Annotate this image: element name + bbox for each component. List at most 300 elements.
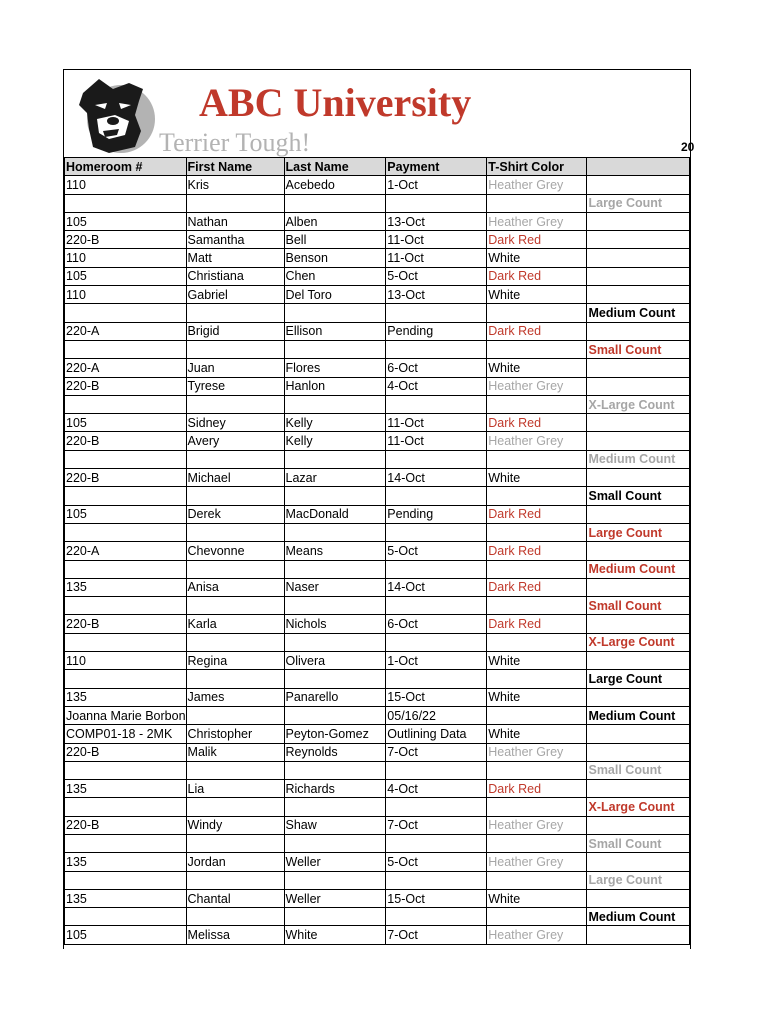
payment-cell[interactable]: 6-Oct xyxy=(386,359,487,377)
payment-cell[interactable] xyxy=(386,908,487,926)
payment-cell[interactable]: 5-Oct xyxy=(386,853,487,871)
tshirt-color-cell[interactable] xyxy=(487,834,587,852)
homeroom-cell[interactable] xyxy=(65,194,187,212)
homeroom-cell[interactable] xyxy=(65,560,187,578)
last-name-cell[interactable] xyxy=(284,706,386,724)
payment-cell[interactable]: Outlining Data xyxy=(386,725,487,743)
last-name-cell[interactable]: Ellison xyxy=(284,322,386,340)
tshirt-color-cell[interactable]: White xyxy=(487,469,587,487)
first-name-cell[interactable] xyxy=(186,560,284,578)
last-name-cell[interactable] xyxy=(284,194,386,212)
first-name-cell[interactable] xyxy=(186,340,284,358)
count-cell[interactable]: Medium Count xyxy=(587,304,690,322)
payment-cell[interactable] xyxy=(386,798,487,816)
table-row xyxy=(65,231,690,249)
roster-table xyxy=(64,157,690,945)
first-name-cell[interactable] xyxy=(186,194,284,212)
homeroom-cell[interactable]: 135 xyxy=(65,780,187,798)
tshirt-color-cell[interactable]: White xyxy=(487,359,587,377)
count-cell[interactable] xyxy=(587,688,690,706)
homeroom-cell[interactable]: 220-B xyxy=(65,615,187,633)
first-name-cell[interactable]: Brigid xyxy=(186,322,284,340)
homeroom-cell[interactable]: 105 xyxy=(65,926,187,944)
payment-cell[interactable]: 13-Oct xyxy=(386,286,487,304)
last-name-cell[interactable] xyxy=(284,871,386,889)
payment-cell[interactable]: 4-Oct xyxy=(386,780,487,798)
homeroom-cell[interactable]: 110 xyxy=(65,652,187,670)
tshirt-color-cell[interactable]: Heather Grey xyxy=(487,743,587,761)
last-name-cell[interactable]: Panarello xyxy=(284,688,386,706)
table-row xyxy=(65,688,690,706)
count-cell[interactable] xyxy=(587,176,690,194)
payment-cell[interactable] xyxy=(386,597,487,615)
table-row xyxy=(65,725,690,743)
tshirt-color-cell[interactable] xyxy=(487,304,587,322)
last-name-cell[interactable] xyxy=(284,798,386,816)
payment-cell[interactable] xyxy=(386,523,487,541)
table-row xyxy=(65,267,690,285)
homeroom-cell[interactable]: 135 xyxy=(65,578,187,596)
table-row xyxy=(65,377,690,395)
count-cell[interactable] xyxy=(587,743,690,761)
count-cell[interactable]: X-Large Count xyxy=(587,798,690,816)
first-name-cell[interactable]: Derek xyxy=(186,505,284,523)
tshirt-color-cell[interactable] xyxy=(487,798,587,816)
tshirt-color-cell[interactable] xyxy=(487,761,587,779)
count-cell[interactable]: Large Count xyxy=(587,194,690,212)
last-name-cell[interactable]: Weller xyxy=(284,889,386,907)
tshirt-color-cell[interactable] xyxy=(487,450,587,468)
count-cell[interactable]: Medium Count xyxy=(587,706,690,724)
count-cell[interactable]: Medium Count xyxy=(587,908,690,926)
table-row xyxy=(65,578,690,596)
table-row xyxy=(65,469,690,487)
first-name-cell[interactable] xyxy=(186,670,284,688)
first-name-cell[interactable]: Matt xyxy=(186,249,284,267)
last-name-cell[interactable] xyxy=(284,523,386,541)
last-name-cell[interactable] xyxy=(284,670,386,688)
table-row xyxy=(65,542,690,560)
table-row xyxy=(65,304,690,322)
first-name-cell[interactable]: Avery xyxy=(186,432,284,450)
count-cell[interactable] xyxy=(587,926,690,944)
first-name-cell[interactable] xyxy=(186,487,284,505)
first-name-cell[interactable] xyxy=(186,706,284,724)
table-row xyxy=(65,743,690,761)
column-header-homeroom[interactable]: Homeroom # xyxy=(65,158,187,176)
homeroom-cell[interactable]: 105 xyxy=(65,267,187,285)
table-row xyxy=(65,761,690,779)
count-cell[interactable] xyxy=(587,652,690,670)
last-name-cell[interactable]: White xyxy=(284,926,386,944)
payment-cell[interactable] xyxy=(386,194,487,212)
column-header-count[interactable] xyxy=(587,158,690,176)
homeroom-cell[interactable]: 105 xyxy=(65,505,187,523)
payment-cell[interactable]: 14-Oct xyxy=(386,469,487,487)
payment-cell[interactable]: 4-Oct xyxy=(386,377,487,395)
homeroom-cell[interactable]: 220-B xyxy=(65,469,187,487)
homeroom-cell[interactable]: 110 xyxy=(65,286,187,304)
payment-cell[interactable]: Pending xyxy=(386,505,487,523)
table-row xyxy=(65,176,690,194)
tshirt-color-cell[interactable]: Dark Red xyxy=(487,414,587,432)
last-name-cell[interactable] xyxy=(284,834,386,852)
payment-cell[interactable]: Pending xyxy=(386,322,487,340)
first-name-cell[interactable] xyxy=(186,450,284,468)
payment-cell[interactable]: 1-Oct xyxy=(386,176,487,194)
payment-cell[interactable]: 5-Oct xyxy=(386,542,487,560)
payment-cell[interactable]: 15-Oct xyxy=(386,889,487,907)
first-name-cell[interactable] xyxy=(186,761,284,779)
payment-cell[interactable]: 1-Oct xyxy=(386,652,487,670)
first-name-cell[interactable] xyxy=(186,523,284,541)
homeroom-cell[interactable]: 220-B xyxy=(65,231,187,249)
homeroom-cell[interactable] xyxy=(65,340,187,358)
tshirt-color-cell[interactable]: White xyxy=(487,725,587,743)
table-row xyxy=(65,560,690,578)
count-cell[interactable] xyxy=(587,414,690,432)
payment-cell[interactable]: 5-Oct xyxy=(386,267,487,285)
table-row xyxy=(65,450,690,468)
tshirt-color-cell[interactable]: Dark Red xyxy=(487,615,587,633)
payment-cell[interactable] xyxy=(386,871,487,889)
count-cell[interactable]: Small Count xyxy=(587,340,690,358)
table-row xyxy=(65,249,690,267)
count-cell[interactable] xyxy=(587,432,690,450)
count-cell[interactable] xyxy=(587,505,690,523)
table-row xyxy=(65,853,690,871)
payment-cell[interactable] xyxy=(386,395,487,413)
tshirt-color-cell[interactable]: White xyxy=(487,889,587,907)
homeroom-cell[interactable]: 105 xyxy=(65,414,187,432)
payment-cell[interactable]: 7-Oct xyxy=(386,926,487,944)
count-cell[interactable] xyxy=(587,322,690,340)
count-cell[interactable] xyxy=(587,249,690,267)
first-name-cell[interactable]: Tyrese xyxy=(186,377,284,395)
homeroom-cell[interactable] xyxy=(65,450,187,468)
last-name-cell[interactable] xyxy=(284,304,386,322)
payment-cell[interactable]: 05/16/22 xyxy=(386,706,487,724)
payment-cell[interactable] xyxy=(386,560,487,578)
tshirt-color-cell[interactable] xyxy=(487,560,587,578)
first-name-cell[interactable] xyxy=(186,871,284,889)
last-name-cell[interactable]: Kelly xyxy=(284,432,386,450)
last-name-cell[interactable]: Bell xyxy=(284,231,386,249)
tshirt-color-cell[interactable]: Heather Grey xyxy=(487,926,587,944)
last-name-cell[interactable] xyxy=(284,597,386,615)
tshirt-color-cell[interactable]: Dark Red xyxy=(487,505,587,523)
tshirt-color-cell[interactable]: White xyxy=(487,688,587,706)
first-name-cell[interactable]: Samantha xyxy=(186,231,284,249)
payment-cell[interactable]: 11-Oct xyxy=(386,249,487,267)
last-name-cell[interactable] xyxy=(284,450,386,468)
tshirt-color-cell[interactable] xyxy=(487,487,587,505)
homeroom-cell[interactable] xyxy=(65,871,187,889)
last-name-cell[interactable]: Flores xyxy=(284,359,386,377)
homeroom-cell[interactable] xyxy=(65,304,187,322)
payment-cell[interactable]: 7-Oct xyxy=(386,743,487,761)
table-row xyxy=(65,212,690,230)
first-name-cell[interactable] xyxy=(186,597,284,615)
tshirt-color-cell[interactable] xyxy=(487,706,587,724)
first-name-cell[interactable]: Karla xyxy=(186,615,284,633)
table-row xyxy=(65,670,690,688)
payment-cell[interactable] xyxy=(386,761,487,779)
first-name-cell[interactable]: Regina xyxy=(186,652,284,670)
count-cell[interactable]: Large Count xyxy=(587,871,690,889)
last-name-cell[interactable] xyxy=(284,908,386,926)
table-row xyxy=(65,597,690,615)
table-row xyxy=(65,414,690,432)
tshirt-color-cell[interactable]: White xyxy=(487,652,587,670)
homeroom-cell[interactable] xyxy=(65,908,187,926)
tshirt-color-cell[interactable]: Dark Red xyxy=(487,780,587,798)
payment-cell[interactable] xyxy=(386,670,487,688)
clipped-corner-text: 20 xyxy=(681,140,695,154)
homeroom-cell[interactable] xyxy=(65,487,187,505)
last-name-cell[interactable]: Alben xyxy=(284,212,386,230)
first-name-cell[interactable] xyxy=(186,798,284,816)
last-name-cell[interactable]: Weller xyxy=(284,853,386,871)
last-name-cell[interactable]: Reynolds xyxy=(284,743,386,761)
tshirt-color-cell[interactable]: Dark Red xyxy=(487,267,587,285)
tshirt-color-cell[interactable] xyxy=(487,597,587,615)
tshirt-color-cell[interactable] xyxy=(487,523,587,541)
first-name-cell[interactable]: Chantal xyxy=(186,889,284,907)
homeroom-cell[interactable]: 220-A xyxy=(65,322,187,340)
count-cell[interactable] xyxy=(587,542,690,560)
count-cell[interactable]: Medium Count xyxy=(587,450,690,468)
tshirt-color-cell[interactable]: Heather Grey xyxy=(487,176,587,194)
first-name-cell[interactable]: Michael xyxy=(186,469,284,487)
tshirt-color-cell[interactable] xyxy=(487,871,587,889)
table-row xyxy=(65,908,690,926)
tshirt-color-cell[interactable] xyxy=(487,633,587,651)
tshirt-color-cell[interactable]: White xyxy=(487,249,587,267)
first-name-cell[interactable]: James xyxy=(186,688,284,706)
homeroom-cell[interactable]: COMP01-18 - 2MK xyxy=(65,725,187,743)
tshirt-color-cell[interactable] xyxy=(487,395,587,413)
table-row xyxy=(65,523,690,541)
last-name-cell[interactable]: MacDonald xyxy=(284,505,386,523)
count-cell[interactable] xyxy=(587,853,690,871)
tshirt-color-cell[interactable]: Dark Red xyxy=(487,578,587,596)
tshirt-color-cell[interactable] xyxy=(487,194,587,212)
count-cell[interactable] xyxy=(587,615,690,633)
payment-cell[interactable]: 15-Oct xyxy=(386,688,487,706)
count-cell[interactable] xyxy=(587,377,690,395)
table-row xyxy=(65,615,690,633)
count-cell[interactable]: Large Count xyxy=(587,670,690,688)
last-name-cell[interactable] xyxy=(284,487,386,505)
tshirt-color-cell[interactable]: Heather Grey xyxy=(487,853,587,871)
table-row xyxy=(65,652,690,670)
table-row xyxy=(65,834,690,852)
first-name-cell[interactable]: Sidney xyxy=(186,414,284,432)
first-name-cell[interactable]: Christiana xyxy=(186,267,284,285)
table-row xyxy=(65,395,690,413)
count-cell[interactable] xyxy=(587,469,690,487)
homeroom-cell[interactable]: Joanna Marie Borbon xyxy=(65,706,187,724)
tshirt-color-cell[interactable]: Dark Red xyxy=(487,322,587,340)
payment-cell[interactable] xyxy=(386,450,487,468)
table-row xyxy=(65,798,690,816)
column-header-row xyxy=(65,158,690,176)
payment-cell[interactable]: 13-Oct xyxy=(386,212,487,230)
first-name-cell[interactable] xyxy=(186,304,284,322)
homeroom-cell[interactable]: 220-A xyxy=(65,542,187,560)
count-cell[interactable] xyxy=(587,780,690,798)
homeroom-cell[interactable] xyxy=(65,798,187,816)
table-row xyxy=(65,633,690,651)
last-name-cell[interactable]: Benson xyxy=(284,249,386,267)
count-cell[interactable] xyxy=(587,816,690,834)
payment-cell[interactable]: 7-Oct xyxy=(386,816,487,834)
table-row xyxy=(65,359,690,377)
homeroom-cell[interactable] xyxy=(65,597,187,615)
last-name-cell[interactable]: Shaw xyxy=(284,816,386,834)
tshirt-color-cell[interactable] xyxy=(487,670,587,688)
first-name-cell[interactable] xyxy=(186,633,284,651)
count-cell[interactable] xyxy=(587,359,690,377)
first-name-cell[interactable]: Jordan xyxy=(186,853,284,871)
last-name-cell[interactable]: Lazar xyxy=(284,469,386,487)
homeroom-cell[interactable] xyxy=(65,761,187,779)
count-cell[interactable]: Small Count xyxy=(587,597,690,615)
column-header-tshirt-color[interactable]: T-Shirt Color xyxy=(487,158,587,176)
count-cell[interactable]: Medium Count xyxy=(587,560,690,578)
column-header-first-name[interactable]: First Name xyxy=(186,158,284,176)
count-cell[interactable] xyxy=(587,286,690,304)
column-header-last-name[interactable]: Last Name xyxy=(284,158,386,176)
first-name-cell[interactable]: Windy xyxy=(186,816,284,834)
homeroom-cell[interactable]: 220-B xyxy=(65,377,187,395)
last-name-cell[interactable]: Hanlon xyxy=(284,377,386,395)
last-name-cell[interactable]: Chen xyxy=(284,267,386,285)
tshirt-color-cell[interactable]: Heather Grey xyxy=(487,212,587,230)
tshirt-color-cell[interactable] xyxy=(487,908,587,926)
first-name-cell[interactable]: Christopher xyxy=(186,725,284,743)
homeroom-cell[interactable] xyxy=(65,670,187,688)
homeroom-cell[interactable]: 110 xyxy=(65,176,187,194)
homeroom-cell[interactable]: 135 xyxy=(65,688,187,706)
first-name-cell[interactable]: Kris xyxy=(186,176,284,194)
tshirt-color-cell[interactable]: Heather Grey xyxy=(487,377,587,395)
count-cell[interactable] xyxy=(587,267,690,285)
homeroom-cell[interactable]: 220-B xyxy=(65,743,187,761)
first-name-cell[interactable]: Juan xyxy=(186,359,284,377)
payment-cell[interactable] xyxy=(386,487,487,505)
first-name-cell[interactable]: Chevonne xyxy=(186,542,284,560)
tshirt-color-cell[interactable]: Heather Grey xyxy=(487,816,587,834)
homeroom-cell[interactable]: 110 xyxy=(65,249,187,267)
tshirt-color-cell[interactable]: Heather Grey xyxy=(487,432,587,450)
last-name-cell[interactable]: Means xyxy=(284,542,386,560)
last-name-cell[interactable] xyxy=(284,761,386,779)
homeroom-cell[interactable]: 135 xyxy=(65,853,187,871)
table-row xyxy=(65,487,690,505)
payment-cell[interactable] xyxy=(386,834,487,852)
count-cell[interactable] xyxy=(587,578,690,596)
table-row xyxy=(65,871,690,889)
terrier-logo-icon xyxy=(69,75,161,155)
count-cell[interactable]: X-Large Count xyxy=(587,633,690,651)
spreadsheet xyxy=(63,69,695,949)
last-name-cell[interactable] xyxy=(284,340,386,358)
table-row xyxy=(65,322,690,340)
table-row xyxy=(65,340,690,358)
first-name-cell[interactable]: Melissa xyxy=(186,926,284,944)
first-name-cell[interactable]: Nathan xyxy=(186,212,284,230)
homeroom-cell[interactable]: 135 xyxy=(65,889,187,907)
count-cell[interactable]: Small Count xyxy=(587,834,690,852)
tshirt-color-cell[interactable]: Dark Red xyxy=(487,542,587,560)
homeroom-cell[interactable] xyxy=(65,633,187,651)
homeroom-cell[interactable] xyxy=(65,834,187,852)
homeroom-cell[interactable] xyxy=(65,523,187,541)
homeroom-cell[interactable] xyxy=(65,395,187,413)
payment-cell[interactable]: 6-Oct xyxy=(386,615,487,633)
homeroom-cell[interactable]: 220-B xyxy=(65,816,187,834)
first-name-cell[interactable]: Gabriel xyxy=(186,286,284,304)
count-cell[interactable] xyxy=(587,212,690,230)
tshirt-color-cell[interactable]: White xyxy=(487,286,587,304)
first-name-cell[interactable]: Anisa xyxy=(186,578,284,596)
tshirt-color-cell[interactable] xyxy=(487,340,587,358)
first-name-cell[interactable] xyxy=(186,908,284,926)
count-cell[interactable] xyxy=(587,889,690,907)
last-name-cell[interactable]: Del Toro xyxy=(284,286,386,304)
last-name-cell[interactable]: Nichols xyxy=(284,615,386,633)
count-cell[interactable] xyxy=(587,231,690,249)
last-name-cell[interactable]: Peyton-Gomez xyxy=(284,725,386,743)
homeroom-cell[interactable]: 220-A xyxy=(65,359,187,377)
table-row xyxy=(65,816,690,834)
first-name-cell[interactable]: Lia xyxy=(186,780,284,798)
last-name-cell[interactable] xyxy=(284,633,386,651)
last-name-cell[interactable] xyxy=(284,560,386,578)
count-cell[interactable]: X-Large Count xyxy=(587,395,690,413)
tshirt-color-cell[interactable]: Dark Red xyxy=(487,231,587,249)
first-name-cell[interactable] xyxy=(186,834,284,852)
count-cell[interactable]: Small Count xyxy=(587,761,690,779)
homeroom-cell[interactable]: 105 xyxy=(65,212,187,230)
table-row xyxy=(65,780,690,798)
payment-cell[interactable]: 11-Oct xyxy=(386,231,487,249)
last-name-cell[interactable] xyxy=(284,395,386,413)
last-name-cell[interactable]: Kelly xyxy=(284,414,386,432)
table-row xyxy=(65,432,690,450)
count-cell[interactable]: Large Count xyxy=(587,523,690,541)
payment-cell[interactable]: 11-Oct xyxy=(386,414,487,432)
last-name-cell[interactable]: Richards xyxy=(284,780,386,798)
payment-cell[interactable] xyxy=(386,304,487,322)
column-header-payment[interactable]: Payment xyxy=(386,158,487,176)
count-cell[interactable]: Small Count xyxy=(587,487,690,505)
payment-cell[interactable]: 14-Oct xyxy=(386,578,487,596)
count-cell[interactable] xyxy=(587,725,690,743)
first-name-cell[interactable]: Malik xyxy=(186,743,284,761)
last-name-cell[interactable]: Olivera xyxy=(284,652,386,670)
homeroom-cell[interactable]: 220-B xyxy=(65,432,187,450)
payment-cell[interactable]: 11-Oct xyxy=(386,432,487,450)
last-name-cell[interactable]: Acebedo xyxy=(284,176,386,194)
last-name-cell[interactable]: Naser xyxy=(284,578,386,596)
payment-cell[interactable] xyxy=(386,340,487,358)
payment-cell[interactable] xyxy=(386,633,487,651)
table-row xyxy=(65,926,690,944)
first-name-cell[interactable] xyxy=(186,395,284,413)
